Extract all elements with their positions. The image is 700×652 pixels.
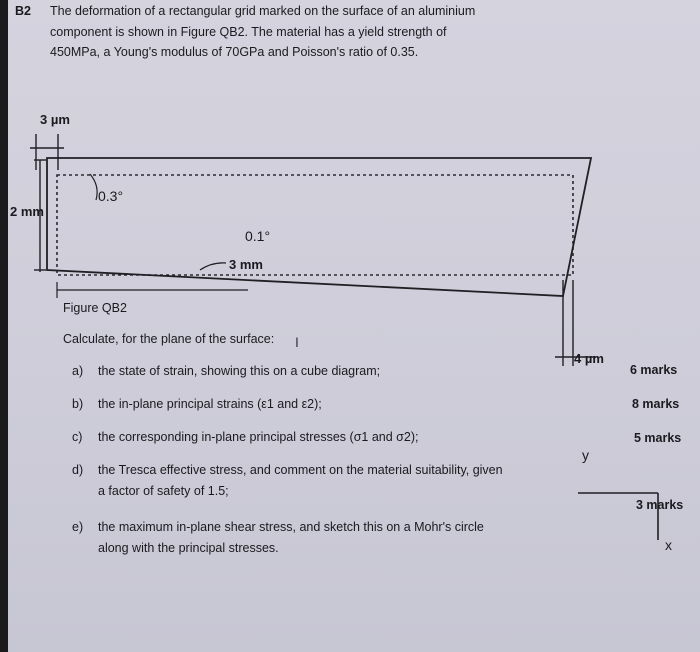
angle-arc-1 bbox=[90, 174, 97, 200]
intro-line-2: component is shown in Figure QB2. The material has a yield strength of bbox=[50, 25, 447, 39]
top-strain-label: 3 µm bbox=[40, 112, 70, 127]
original-grid bbox=[57, 175, 573, 275]
part-b-marks: 8 marks bbox=[632, 397, 680, 411]
text-cursor: I bbox=[295, 334, 299, 350]
prompt: Calculate, for the plane of the surface: bbox=[63, 332, 275, 346]
part-a-text: the state of strain, showing this on a cube diagram; bbox=[98, 364, 381, 378]
right-strain-label: 4 µm bbox=[574, 351, 604, 366]
angle-label-2: 0.1° bbox=[245, 228, 271, 244]
part-d-marks: 3 marks bbox=[636, 498, 684, 512]
part-e-letter: e) bbox=[72, 520, 84, 534]
part-d-line-1: the Tresca effective stress, and comment on the material suitability, given bbox=[98, 463, 503, 477]
part-b-text: the in-plane principal strains (ε1 and ε2); bbox=[98, 397, 322, 411]
part-e-line-1: the maximum in-plane shear stress, and sketch this on a Mohr's circle bbox=[98, 520, 484, 534]
angle-label-1: 0.3° bbox=[98, 188, 124, 204]
part-c-text: the corresponding in-plane principal stresses (σ1 and σ2); bbox=[98, 430, 419, 444]
height-label: 2 mm bbox=[10, 204, 44, 219]
width-label: 3 mm bbox=[229, 257, 263, 272]
part-e-line-2: along with the principal stresses. bbox=[98, 541, 279, 555]
angle-arc-2 bbox=[200, 263, 226, 270]
part-c-letter: c) bbox=[72, 430, 83, 444]
part-a-marks: 6 marks bbox=[630, 363, 678, 377]
axis-y-label: y bbox=[582, 447, 589, 463]
part-c-marks: 5 marks bbox=[634, 431, 682, 445]
part-d-letter: d) bbox=[72, 463, 84, 477]
figure-caption: Figure QB2 bbox=[63, 301, 127, 315]
axis-x-label: x bbox=[665, 537, 672, 553]
part-d-line-2: a factor of safety of 1.5; bbox=[98, 484, 229, 498]
part-b-letter: b) bbox=[72, 397, 84, 411]
part-a-letter: a) bbox=[72, 364, 84, 378]
question-number: B2 bbox=[15, 4, 31, 18]
intro-line-1: The deformation of a rectangular grid marked on the surface of an aluminium bbox=[50, 4, 476, 18]
intro-line-3: 450MPa, a Young's modulus of 70GPa and Poisson's ratio of 0.35. bbox=[50, 45, 419, 59]
